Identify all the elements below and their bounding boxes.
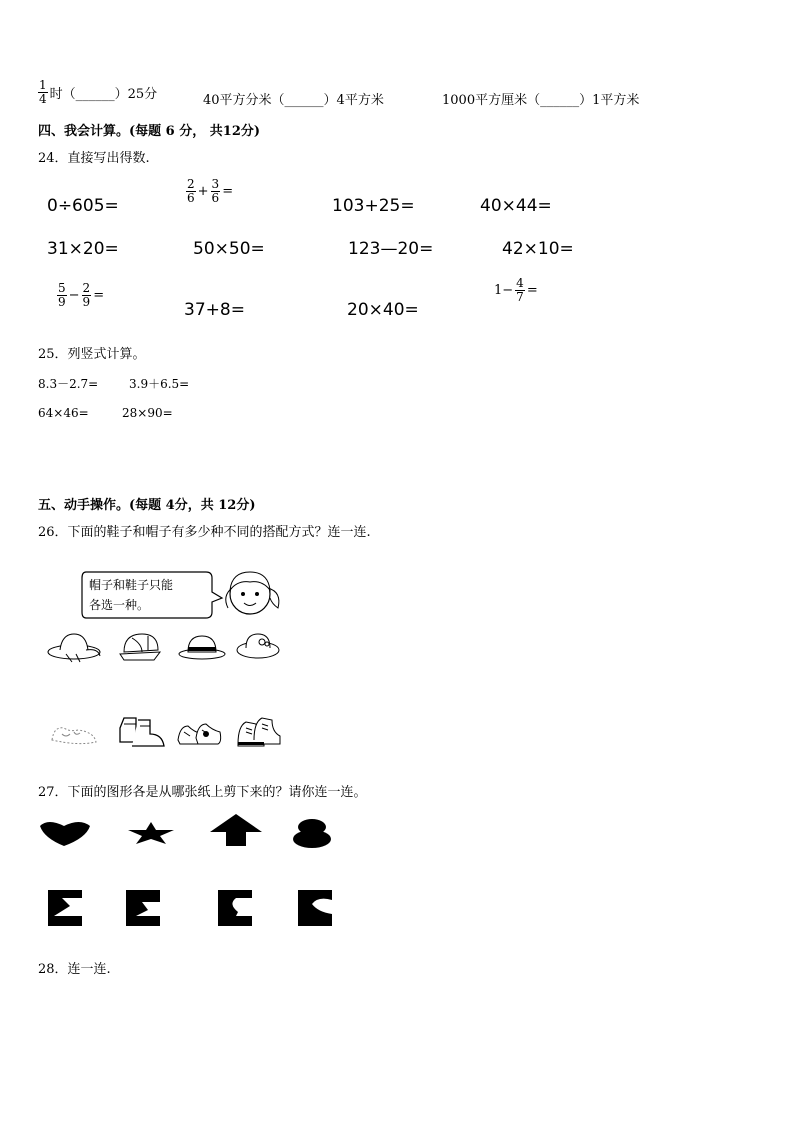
calc-fraction-diff: $\frac{5}{9}$ − $\frac{2}{9}$ =: [58, 281, 105, 309]
calc-103-plus-25: 103+25=: [332, 196, 415, 216]
shoe-1-icon: [48, 718, 100, 750]
arrow-up-shape-icon: [208, 814, 264, 846]
section-4-title: 四、我会计算。(每题 6 分， 共12分): [38, 124, 261, 139]
calc-40-times-44: 40×44=: [480, 196, 552, 216]
heart-shape-icon: [38, 820, 92, 846]
vertical-calc-3.9-plus-6.5: 3.9＋6.5=: [129, 377, 190, 391]
calc-fraction-sum: $\frac{2}{6}$ + $\frac{3}{6}$ =: [187, 177, 234, 205]
fill-item-hours: [38, 78, 157, 106]
vertical-calc-28-times-90: 28×90=: [122, 406, 173, 420]
calc-20-times-40: 20×40=: [347, 300, 419, 320]
speech-bubble-line-1: 帽子和鞋子只能: [89, 578, 174, 592]
snowman-shape-icon: [292, 818, 332, 848]
girl-face-icon: [226, 572, 279, 614]
calc-42-times-10: 42×10=: [502, 239, 574, 259]
fill-item-area-cm: 1000平方厘米（______）1平方米: [442, 93, 640, 108]
calc-37-plus-8: 37+8=: [184, 300, 245, 320]
cut-paper-2-icon: [126, 890, 162, 926]
q24-label: 24．直接写出得数.: [38, 151, 150, 166]
hat-4-sunhat-icon: [236, 628, 284, 662]
vertical-calc-64-times-46: 64×46=: [38, 406, 89, 420]
fraction-one-quarter: $\frac{1}{4}$: [39, 78, 47, 106]
hat-1-icon: [46, 628, 106, 664]
shoe-4-hightops-icon: [234, 714, 282, 750]
hat-3-fedora-icon: [178, 632, 228, 662]
q28-label: 28．连一连.: [38, 962, 111, 977]
fill-item-area-dm: 40平方分米（______）4平方米: [203, 93, 384, 108]
cut-paper-4-icon: [298, 890, 334, 926]
cut-paper-1-icon: [48, 890, 84, 926]
q26-label: 26．下面的鞋子和帽子有多少种不同的搭配方式？连一连.: [38, 525, 371, 540]
calc-31-times-20: 31×20=: [47, 239, 119, 259]
vertical-calc-8.3-minus-2.7: 8.3－2.7=: [38, 377, 99, 391]
star-shape-icon: [126, 822, 176, 844]
speech-bubble-line-2: 各选一种。: [89, 598, 150, 612]
calc-50-times-50: 50×50=: [193, 239, 265, 259]
cut-paper-3-icon: [218, 890, 254, 926]
q25-label: 25．列竖式计算。: [38, 347, 146, 362]
shoe-3-sneakers-icon: [176, 716, 224, 750]
shoe-2-boots-icon: [118, 714, 166, 750]
calc-123-minus-20: 123—20=: [348, 239, 434, 259]
calc-one-minus-fraction: 1− $\frac{4}{7}$ =: [494, 276, 538, 304]
fill-item-hours-text: 时（______）25分: [49, 87, 158, 102]
hat-2-cap-icon: [118, 630, 162, 664]
section-5-title: 五、动手操作。(每题 4分，共 12分): [38, 498, 256, 513]
q27-label: 27．下面的图形各是从哪张纸上剪下来的？请你连一连。: [38, 785, 367, 800]
calc-0-div-605: 0÷605=: [47, 196, 119, 216]
